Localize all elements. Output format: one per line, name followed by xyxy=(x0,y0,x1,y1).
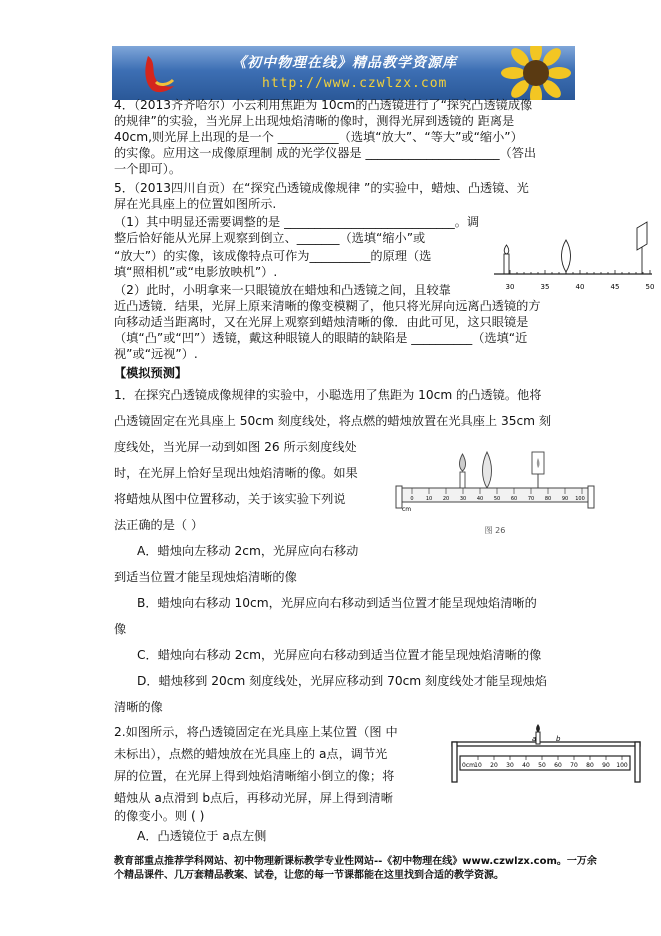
candle-icon xyxy=(459,454,465,488)
q2-tick-label: 50 xyxy=(538,762,546,769)
convex-lens-icon xyxy=(483,452,492,488)
candle-icon xyxy=(504,245,509,274)
sunflower-icon xyxy=(501,46,571,100)
p2-line-1: 2.如图所示，将凸透镜固定在光具座上某位置（图 中 xyxy=(114,725,398,739)
p1-option-b-line-2: 像 xyxy=(114,622,127,636)
light-screen-icon xyxy=(532,452,544,488)
fig26-tick-label: 70 xyxy=(527,496,535,502)
light-screen-icon xyxy=(637,222,647,274)
q2-tick-label: 90 xyxy=(602,762,610,769)
q5-tick-label: 35 xyxy=(540,283,550,291)
banner-title: 《初中物理在线》精品教学资源库 xyxy=(232,55,457,71)
q2-tick-label: 100 xyxy=(616,762,628,769)
footer-line-2: 个精品课件、几万套精品教案、试卷，让您的每一节课都能在这里找到合适的教学资源。 xyxy=(114,870,504,881)
figure-26-optical-bench xyxy=(394,440,596,540)
q2-tick-label: 10 xyxy=(474,762,482,769)
q2-tick-label: 70 xyxy=(570,762,578,769)
q2-unit-label: 0cm xyxy=(462,762,475,769)
p2-line-2: 未标出），点燃的蜡烛放在光具座上的 a点，调节光 xyxy=(114,747,388,761)
p2-line-4: 蜡烛从 a点滑到 b点后，再移动光屏，屏上得到清晰 xyxy=(114,791,393,805)
q5-optical-bench-figure xyxy=(490,210,658,294)
fig26-tick-label: 100 xyxy=(575,496,585,502)
q4-line-1: 4．（2013齐齐哈尔）小云利用焦距为 10cm的凸透镜进行了“探究凸透镜成像 xyxy=(114,98,533,112)
fig26-tick-label: 60 xyxy=(510,496,518,502)
banner-url: http://www.czwlzx.com xyxy=(262,76,448,91)
q5-line-11: 视”或“远视”）. xyxy=(114,347,198,361)
q5-tick-label: 45 xyxy=(610,283,620,291)
p1-line-1: 1．在探究凸透镜成像规律的实验中，小聪选用了焦距为 10cm 的凸透镜。他将 xyxy=(114,388,542,402)
q4-line-5: 一个即可）。 xyxy=(114,162,182,176)
p1-option-a-line-2: 到适当位置才能呈现烛焰清晰的像 xyxy=(114,570,297,584)
fig26-tick-label: 10 xyxy=(425,496,433,502)
q5-line-1: 5．（2013四川自贡）在“探究凸透镜成像规律 ”的实验中，蜡烛、凸透镜、光 xyxy=(114,181,529,195)
q4-line-4: 的实像。应用这一成像原理制 成的光学仪器是 ______________________（答出 xyxy=(114,146,537,160)
q5-line-3: （1）其中明显还需要调整的是 ____________________________。调 xyxy=(114,215,480,229)
q5-tick-label: 30 xyxy=(505,283,515,291)
section-title: 【模拟预测】 xyxy=(114,366,188,380)
fig26-tick-label: 90 xyxy=(561,496,569,502)
q2-tick-label: 80 xyxy=(586,762,594,769)
q5-line-10: （填“凸”或“凹”）透镜，戴这种眼镜人的眼睛的缺陷是 __________（选填“近 xyxy=(114,331,528,345)
p2-line-3: 屏的位置，在光屏上得到烛焰清晰缩小倒立的像；将 xyxy=(114,769,395,783)
p1-line-6: 法正确的是（ ） xyxy=(114,518,204,532)
p1-line-3: 度线处，当光屏一动到如图 26 所示刻度线处 xyxy=(114,440,357,454)
q2-tick-label: 20 xyxy=(490,762,498,769)
p2-line-5: 的像变小。则 ( ) xyxy=(114,809,205,823)
q5-tick-label: 50 xyxy=(645,283,655,291)
q2-optical-bench-figure xyxy=(448,722,644,784)
p1-option-d-line-1: D．蜡烛移到 20cm 刻度线处，光屏应移动到 70cm 刻度线处才能呈现烛焰 xyxy=(137,674,547,688)
p1-option-c: C．蜡烛向右移动 2cm，光屏应向右移动到适当位置才能呈现烛焰清晰的像 xyxy=(137,648,542,662)
fig26-tick-label: 0 xyxy=(410,496,414,502)
candle-icon xyxy=(536,724,540,744)
q5-line-6: 填“照相机”或“电影放映机”）. xyxy=(114,265,278,279)
fig26-tick-label: 50 xyxy=(493,496,501,502)
fig26-unit-label: cm xyxy=(402,506,412,513)
p1-option-b-line-1: B．蜡烛向右移动 10cm，光屏应向右移动到适当位置才能呈现烛焰清晰的 xyxy=(137,596,537,610)
footer-line-1: 教育部重点推荐学科网站、初中物理新课标教学专业性网站--《初中物理在线》www.czwlzx.com。一万余 xyxy=(114,856,597,867)
q2-tick-label: 40 xyxy=(522,762,530,769)
site-logo-icon xyxy=(142,52,176,94)
q4-line-3: 40cm,则光屏上出现的是一个 __________（选填“放大”、“等大”或“缩小”） xyxy=(114,130,523,144)
fig26-tick-label: 30 xyxy=(459,496,467,502)
fig26-tick-label: 20 xyxy=(442,496,450,502)
p2-option-a: A．凸透镜位于 a点左侧 xyxy=(137,829,267,843)
q5-tick-label: 40 xyxy=(575,283,585,291)
q5-line-2: 屏在光具座上的位置如图所示. xyxy=(114,197,277,211)
p1-line-5: 将蜡烛从图中位置移动，关于该实验下列说 xyxy=(114,492,346,506)
p1-option-d-line-2: 清晰的像 xyxy=(114,700,163,714)
q5-line-4: 整后恰好能从光屏上观察到倒立、_______（选填“缩小”或 xyxy=(114,231,426,245)
p1-option-a-line-1: A．蜡烛向左移动 2cm，光屏应向右移动 xyxy=(137,544,359,558)
p1-line-2: 凸透镜固定在光具座上 50cm 刻度线处，将点燃的蜡烛放置在光具座上 35cm 刻 xyxy=(114,414,552,428)
q5-line-7: （2）此时，小明拿来一只眼镜放在蜡烛和凸透镜之间，且较靠 xyxy=(114,283,451,297)
fig26-tick-label: 80 xyxy=(544,496,552,502)
q2-tick-label: 60 xyxy=(554,762,562,769)
q4-line-2: 的规律”的实验，当光屏上出现烛焰清晰的像时，测得光屏到透镜的 距离是 xyxy=(114,114,515,128)
q5-line-8: 近凸透镜．结果，光屏上原来清晰的像变模糊了，他只将光屏向远离凸透镜的方 xyxy=(114,299,541,313)
q5-line-9: 向移动适当距离时，又在光屏上观察到蜡烛清晰的像．由此可见，这只眼镜是 xyxy=(114,315,529,329)
q5-line-5: “放大”）的实像，该成像特点可作为__________的原理（选 xyxy=(114,249,432,263)
p1-line-4: 时，在光屏上恰好呈现出烛焰清晰的像。如果 xyxy=(114,466,358,480)
convex-lens-icon xyxy=(562,240,571,274)
q2-tick-label: 30 xyxy=(506,762,514,769)
fig26-tick-label: 40 xyxy=(476,496,484,502)
point-a-label: a xyxy=(532,735,537,743)
header-banner xyxy=(112,46,575,100)
point-b-label: b xyxy=(556,735,561,743)
figure-26-caption: 图 26 xyxy=(484,526,506,535)
